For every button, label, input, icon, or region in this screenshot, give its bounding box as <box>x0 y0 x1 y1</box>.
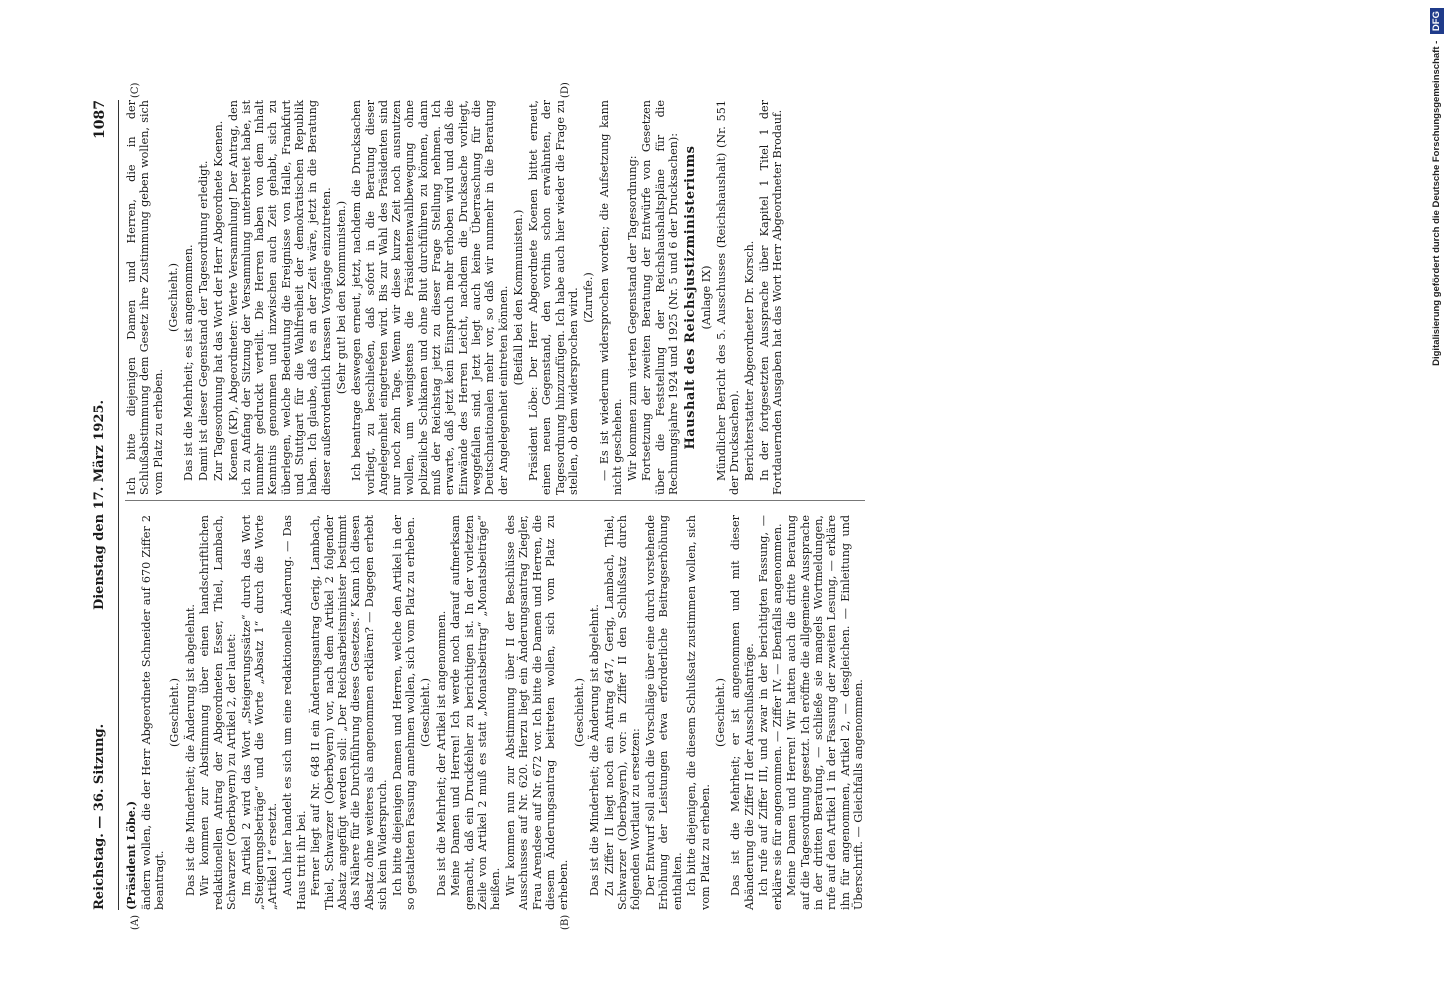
paragraph: Auch hier handelt es sich um eine redaktionelle Änderung. — Das Haus tritt ihr bei. <box>281 515 308 910</box>
paragraph: Das ist die Minderheit; die Änderung ist abgelehnt. <box>183 604 197 896</box>
paragraph: ändern wollen, die der Herr Abgeordnete Schneider auf 670 Ziffer 2 beantragt. <box>139 515 167 910</box>
paragraph: Fortsetzung der zweiten Beratung der Entwürfe von Gesetzen über die Feststellung der Reichshaushaltspläne für die Rechnungsjahre 1924 und 1925 (Nr. 5 und 6 der Drucksachen): <box>640 100 681 495</box>
paragraph: (Anlage IX) <box>699 265 713 330</box>
paragraph: Ich bitte diejenigen, die diesem Schlußsatz zustimmen wollen, sich vom Platz zu erheben. <box>685 515 712 910</box>
paragraph: Ich rufe auf Ziffer III, und zwar in der berichtigten Fassung, — erkläre sie für angenommen. — Ziffer IV. — Ebenfalls angenommen. <box>757 515 784 910</box>
paragraph: (Beifall bei den Kommunisten.) <box>511 209 525 386</box>
paragraph: Zu Ziffer II liegt noch ein Antrag 647, Gerig, Lambach, Thiel, Schwarzer (Oberbayern), vor: in Ziffer II den Schlußsatz durch folgenden Wortlaut zu ersetzen: <box>602 515 643 910</box>
paragraph: (Geschieht.) <box>713 678 727 747</box>
funding-note <box>1430 8 1444 992</box>
paragraph: Das ist die Mehrheit; der Artikel ist angenommen. <box>434 610 448 896</box>
paragraph: (Sehr gut! bei den Kommunisten.) <box>334 200 348 395</box>
paragraph: Ich bitte diejenigen Damen und Herren, welche den Artikel in der so gestalteten Fassung annehmen wollen, sich vom Platz zu erheben. <box>390 515 417 910</box>
paragraph: Meine Damen und Herren! Wir hatten auch die dritte Beratung auf die Tagesordnung gesetzt. Ich eröffne die allgemeine Aussprache in der dritten Beratung, — schließe sie mangels Wortmeldungen, rufe auf den Artikel 1 in der Fassung der zweiten Lesung, — erkläre ihn für angenommen, Artikel 2, — desgleichen. — Einleitung und Überschrift. — Gleichfalls angenommen. <box>785 515 865 910</box>
column-separator <box>125 500 865 501</box>
header-center: Dienstag den 17. März 1925. <box>92 399 107 611</box>
paragraph: Ich bitte diejenigen Damen und Herren, die in der Schlußabstimmung dem Gesetz ihre Zustimmung geben wollen, sich vom Platz zu erheben. <box>125 100 165 495</box>
paragraph: In der fortgesetzten Aussprache über Kapitel 1 Titel 1 der Fortdauernden Ausgaben hat das Wort Herr Abgeordneter Brodauf. <box>757 100 785 495</box>
paragraph: Wir kommen zum vierten Gegenstand der Tagesordnung: <box>625 155 639 481</box>
paragraph: Das ist die Mehrheit; er ist angenommen und mit dieser Abänderung die Ziffer II der Ausschußanträge. <box>729 515 756 910</box>
paragraph: (Geschieht.) <box>572 678 586 747</box>
funding-text: Digitalisierung gefördert durch die Deutsche Forschungsgemeinschaft - <box>1431 40 1442 366</box>
header-rule <box>118 100 119 910</box>
header-left: Reichstag. — 36. Sitzung. <box>92 723 107 910</box>
paragraph: Damit ist dieser Gegenstand der Tagesordnung erledigt. <box>196 160 210 481</box>
left-column <box>125 515 867 910</box>
paragraph: Zur Tagesordnung hat das Wort der Herr Abgeordnete Koenen. <box>211 120 225 481</box>
paragraph: Ferner liegt auf Nr. 648 II ein Änderungsantrag Gerig, Lambach, Thiel, Schwarzer (Oberbayern) vor, nach dem Artikel 2 folgender Absatz angefügt werden soll: „Der Reichsarbeitsminister bestimmt das Nähere für die Durchführung dieses Gesetzes.“ Kann ich diesen Absatz ohne weiteres als angenommen erklären? — Dagegen erhebt sich kein Widerspruch. <box>309 515 389 910</box>
paragraph: — Es ist wiederum widersprochen worden; die Aufsetzung kann nicht geschehen. <box>597 100 624 495</box>
paragraph: (Geschieht.) <box>166 263 180 332</box>
dfg-logo: DFG <box>1430 8 1444 34</box>
paragraph: Haushalt des Reichsjustizministeriums <box>683 145 699 450</box>
paragraph: Der Entwurf soll auch die Vorschläge über eine durch vorstehende Erhöhung der Leistungen etwa erforderliche Beitragserhöhung enthalten. <box>643 515 684 910</box>
margin-mark-d: (D) <box>560 82 571 98</box>
margin-mark-b: (B) <box>560 914 571 930</box>
page-header <box>92 100 118 910</box>
paragraph: Meine Damen und Herren! Ich werde noch darauf aufmerksam gemacht, daß ein Druckfehler zu berichtigen ist. In der vorletzten Zeile von Artikel 2 muß es statt „Monatsbeitrag“ „Monatsbeiträge“ heißen. <box>449 515 503 910</box>
paragraph: Wir kommen zur Abstimmung über einen handschriftlichen redaktionellen Antrag der Abgeordneten Esser, Thiel, Lambach, Schwarzer (Oberbayern) zu Artikel 2, der lautet: <box>198 515 239 910</box>
paragraph: (Geschieht.) <box>419 678 433 747</box>
paragraph: Berichterstatter Abgeordneter Dr. Korsch. <box>743 240 757 481</box>
paragraph: (Präsident Löbe.) <box>124 801 138 910</box>
paragraph: Präsident Löbe: Der Herr Abgeordnete Koenen bittet erneut, einen neuen Gegenstand, den vorhin schon erwähnten, der Tagesordnung hinzuzufügen. Ich habe auch hier wieder die Frage zu stellen, ob dem widersprochen wird. <box>527 100 580 495</box>
paragraph: (Zurufe.) <box>582 272 596 323</box>
paragraph: Das ist die Mehrheit; es ist angenommen. <box>182 244 196 481</box>
paragraph: Koenen (KP), Abgeordneter: Werte Versammlung! Der Antrag, den ich zu Anfang der Sitzung der Versammlung unterbreitet habe, ist nunmehr gedruckt verteilt. Die Herren haben von dem Inhalt Kenntnis genommen und inzwischen auch Zeit gehabt, sich zu überlegen, welche Bedeutung die Ereignisse von Halle, Frankfurt und Stuttgart für die Wahlfreiheit der demokratischen Republik haben. Ich glaube, daß es an der Zeit wäre, jetzt in die Beratung dieser außerordentlich krassen Vorgänge einzutreten. <box>226 100 333 495</box>
paragraph: (Geschieht.) <box>168 678 182 747</box>
margin-mark-c: (C) <box>130 82 141 98</box>
margin-mark-a: (A) <box>130 914 141 930</box>
paragraph: Im Artikel 2 wird das Wort „Steigerungssätze“ durch das Wort „Steigerungsbeträge“ und die Worte „Absatz 1“ durch die Worte „Artikel 1“ ersetzt. <box>239 515 280 910</box>
paragraph: Ich beantrage deswegen erneut, jetzt, nachdem die Drucksachen vorliegt, zu beschließen, daß sofort in die Beratung dieser Angelegenheit eingetreten wird. Bis zur Wahl des Präsidenten sind nur noch zehn Tage. Wenn wir diese kurze Zeit noch ausnutzen wollen, um wenigstens die Präsidentenwahlbewegung ohne polizeiliche Schikanen und ohne Blut durchführen zu können, dann muß der Reichstag jetzt zu dieser Frage Stellung nehmen. Ich erwarte, daß jetzt kein Einspruch mehr erhoben wird und daß die Einwände des Herren Leicht, nachdem die Drucksache vorliegt, weggefallen sind. Jetzt liegt auch keine Überraschung für die Deutschnationalen mehr vor, so daß wir nunmehr in die Beratung der Angelegenheit eintreten können. <box>350 100 510 495</box>
paragraph: Das ist die Minderheit; die Änderung ist abgelehnt. <box>587 604 601 896</box>
side-strip <box>1416 8 1442 992</box>
page-number: 1087 <box>92 100 108 139</box>
paragraph: Wir kommen nun zur Abstimmung über II der Beschlüsse des Ausschusses auf Nr. 620. Hierzu liegt ein Änderungsantrag Ziegler, Frau Arendsee auf Nr. 672 vor. Ich bitte die Damen und Herren, die diesem Änderungsantrag beitreten wollen, sich vom Platz zu erheben. <box>504 515 571 910</box>
right-column <box>125 100 786 495</box>
paragraph: Mündlicher Bericht des 5. Ausschusses (Reichshaushalt) (Nr. 551 der Drucksachen). <box>714 100 742 495</box>
